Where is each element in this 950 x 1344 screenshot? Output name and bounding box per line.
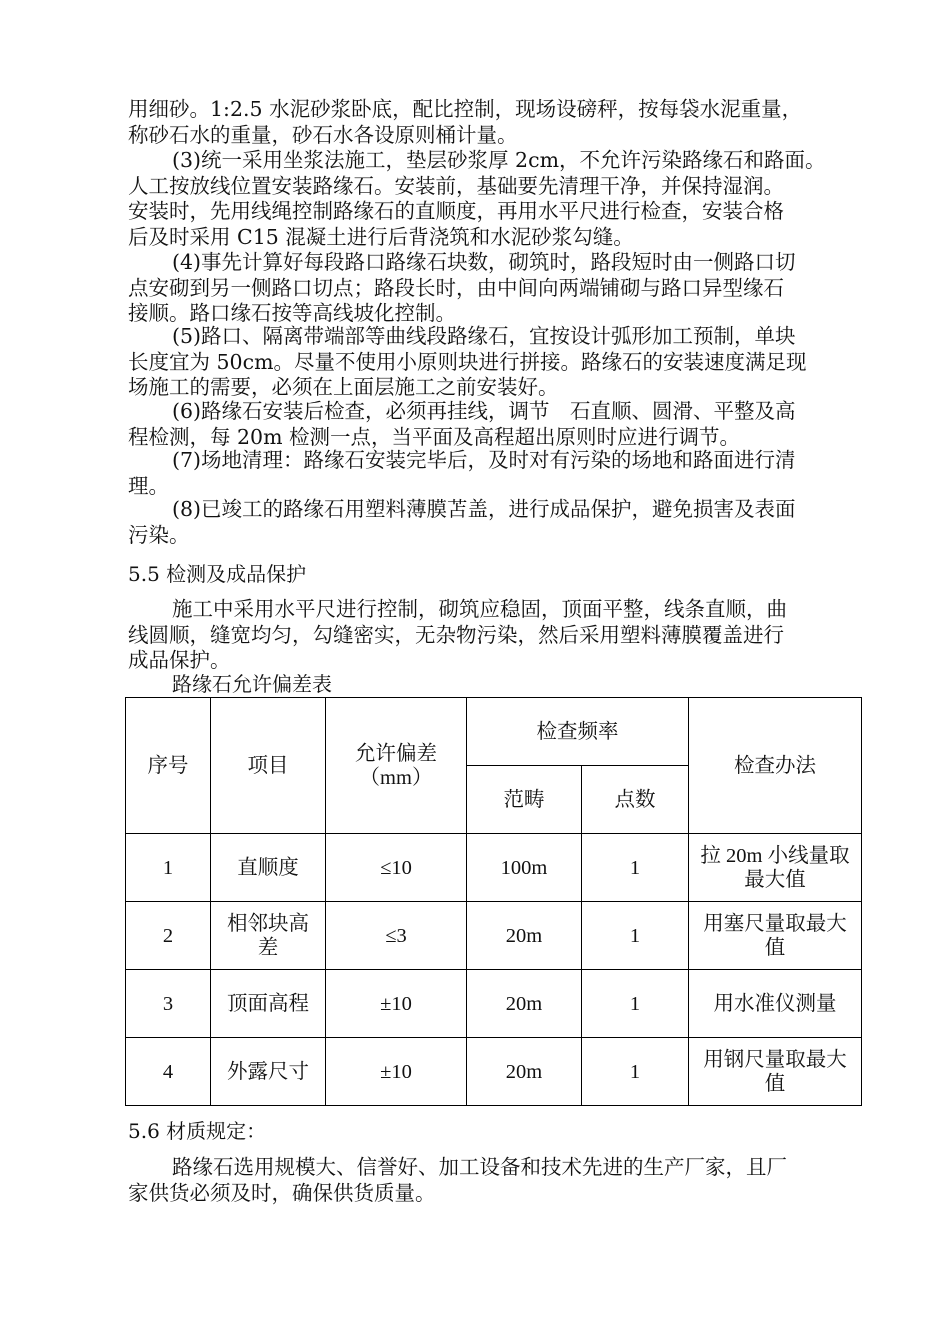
cell-points: 1 xyxy=(582,834,689,902)
cell-tolerance: ≤3 xyxy=(326,902,467,970)
header-points: 点数 xyxy=(582,766,689,834)
tolerance-table xyxy=(125,697,862,1106)
text-line: 理。 xyxy=(128,473,169,498)
text-line: (4)事先计算好每段路口路缘石块数，砌筑时，路段短时由一侧路口切 xyxy=(172,250,796,274)
text-line: 称砂石水的重量，砂石水各设原则桶计量。 xyxy=(128,122,518,147)
cell-item: 直顺度 xyxy=(211,834,326,902)
table-row xyxy=(126,970,862,1038)
section-heading-5-6: 5.6 材质规定： xyxy=(128,1119,267,1143)
cell-points: 1 xyxy=(582,902,689,970)
text-line: (7)场地清理：路缘石安装完毕后，及时对有污染的场地和路面进行清 xyxy=(172,448,796,472)
text-line: 程检测，每 20m 检测一点，当平面及高程超出原则时应进行调节。 xyxy=(128,424,741,449)
cell-method: 用水准仪测量 xyxy=(689,970,862,1038)
text-line: 安装时，先用线绳控制路缘石的直顺度，再用水平尺进行检查，安装合格 xyxy=(128,199,784,223)
cell-method: 用塞尺量取最大值 xyxy=(689,902,862,970)
text-line: 点安砌到另一侧路口切点；路段长时，由中间向两端铺砌与路口异型缘石 xyxy=(128,275,784,300)
cell-index: 4 xyxy=(126,1038,211,1106)
paragraph-materials xyxy=(128,97,860,148)
paragraph-step-8 xyxy=(128,497,860,548)
cell-index: 1 xyxy=(126,834,211,902)
text-line: 施工中采用水平尺进行控制，砌筑应稳固，顶面平整，线条直顺，曲 xyxy=(172,597,787,621)
cell-item: 相邻块高差 xyxy=(211,902,326,970)
text-line: 接顺。路口缘石按等高线坡化控制。 xyxy=(128,301,456,325)
text-line: 成品保护。 xyxy=(128,648,231,672)
text-line: 污染。 xyxy=(128,522,190,547)
text-line: 路缘石选用规模大、信誉好、加工设备和技术先进的生产厂家，且厂 xyxy=(172,1155,787,1179)
header-frequency: 检查频率 xyxy=(467,698,689,766)
cell-tolerance: ≤10 xyxy=(326,834,467,902)
cell-item: 外露尺寸 xyxy=(211,1038,326,1106)
text-line: 线圆顺，缝宽均匀，勾缝密实，无杂物污染，然后采用塑料薄膜覆盖进行 xyxy=(128,622,784,647)
text-line: 用细砂。1:2.5 水泥砂浆卧底，配比控制，现场设磅秤，按每袋水泥重量， xyxy=(128,97,803,121)
header-method: 检查办法 xyxy=(689,698,862,834)
paragraph-inspection xyxy=(128,597,860,674)
table-row xyxy=(126,902,862,970)
cell-points: 1 xyxy=(582,970,689,1038)
cell-range: 20m xyxy=(467,970,582,1038)
table-row xyxy=(126,834,862,902)
table-header-row xyxy=(126,698,862,766)
paragraph-step-7 xyxy=(128,448,860,499)
paragraph-step-5 xyxy=(128,324,860,401)
cell-range: 100m xyxy=(467,834,582,902)
text-line: 长度宜为 50cm。尽量不使用小原则块进行拼接。路缘石的安装速度满足现 xyxy=(128,349,807,374)
paragraph-step-4 xyxy=(128,250,860,327)
cell-method: 拉 20m 小线量取最大值 xyxy=(689,834,862,902)
cell-method: 用钢尺量取最大值 xyxy=(689,1038,862,1106)
text-line: (3)统一采用坐浆法施工，垫层砂浆厚 2cm，不允许污染路缘石和路面。 xyxy=(172,148,826,172)
cell-tolerance: ±10 xyxy=(326,1038,467,1106)
header-tolerance: 允许偏差（mm） xyxy=(326,698,467,834)
header-index: 序号 xyxy=(126,698,211,834)
text-line: 场施工的需要，必须在上面层施工之前安装好。 xyxy=(128,375,559,399)
text-line: 人工按放线位置安装路缘石。安装前，基础要先清理干净，并保持湿润。 xyxy=(128,173,784,198)
cell-range: 20m xyxy=(467,902,582,970)
text-line: (5)路口、隔离带端部等曲线段路缘石，宜按设计弧形加工预制，单块 xyxy=(172,324,796,348)
section-heading-5-5: 5.5 检测及成品保护 xyxy=(128,562,307,586)
cell-tolerance: ±10 xyxy=(326,970,467,1038)
text-line: 家供货必须及时，确保供货质量。 xyxy=(128,1180,436,1205)
table-caption: 路缘石允许偏差表 xyxy=(172,672,332,696)
paragraph-step-6 xyxy=(128,399,860,450)
text-line: (8)已竣工的路缘石用塑料薄膜苫盖，进行成品保护，避免损害及表面 xyxy=(172,497,796,521)
paragraph-step-3 xyxy=(128,148,860,250)
header-range: 范畴 xyxy=(467,766,582,834)
text-line: 后及时采用 C15 混凝土进行后背浇筑和水泥砂浆勾缝。 xyxy=(128,224,634,249)
cell-item: 顶面高程 xyxy=(211,970,326,1038)
text-line: (6)路缘石安装后检查，必须再挂线，调节 石直顺、圆滑、平整及高 xyxy=(172,399,796,423)
cell-index: 2 xyxy=(126,902,211,970)
table-row xyxy=(126,1038,862,1106)
cell-index: 3 xyxy=(126,970,211,1038)
cell-points: 1 xyxy=(582,1038,689,1106)
header-item: 项目 xyxy=(211,698,326,834)
paragraph-material-requirements xyxy=(128,1155,860,1206)
cell-range: 20m xyxy=(467,1038,582,1106)
